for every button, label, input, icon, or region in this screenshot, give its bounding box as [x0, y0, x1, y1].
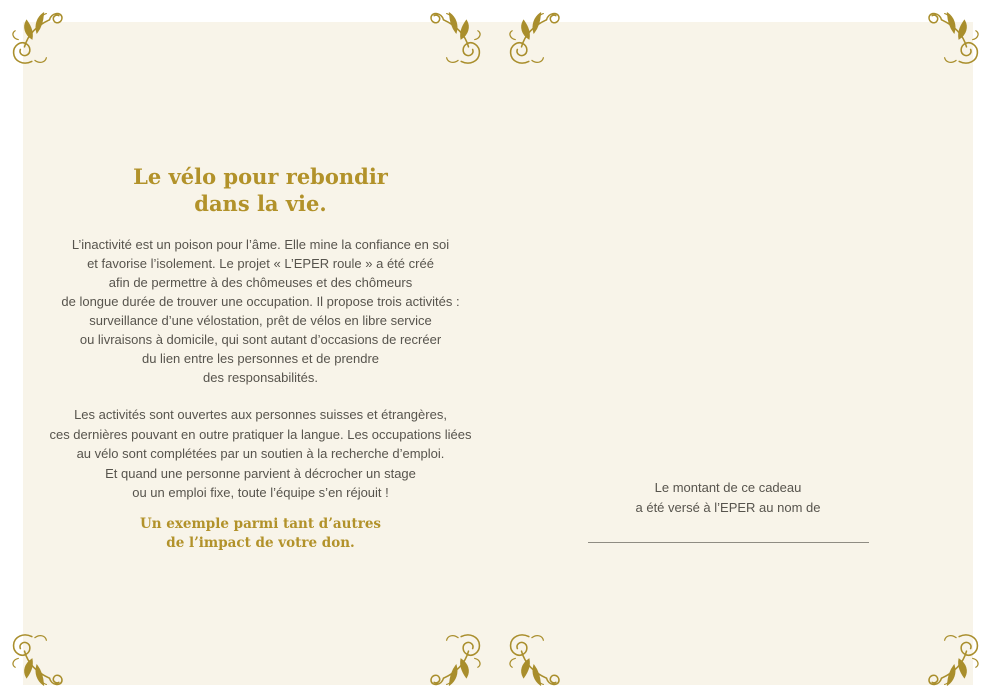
text-line: Et quand une personne parvient à décrocher un stage — [105, 465, 416, 481]
title-line: dans la vie. — [194, 191, 327, 216]
recipient-name-line — [588, 542, 869, 544]
text-line: L’inactivité est un poison pour l’âme. Elle mine la confiance en soi — [71, 237, 450, 252]
left-page — [23, 0, 498, 700]
right-page — [518, 0, 938, 700]
intro-paragraph — [23, 235, 498, 387]
text-line: du lien entre les personnes et de prendre — [141, 351, 380, 366]
caption-line: a été versé à l’EPER au nom de — [635, 500, 821, 515]
gift-amount-caption — [518, 478, 938, 518]
text-line: des responsabilités. — [203, 370, 318, 385]
highlight-line: de l’impact de votre don. — [166, 534, 355, 551]
page-title — [23, 163, 498, 217]
text-line: au vélo sont complétées par un soutien à la recherche d’emploi. — [76, 446, 445, 461]
text-line: afin de permettre à des chômeuses et des chômeurs — [108, 275, 413, 290]
text-line: ou livraisons à domicile, qui sont autant d’occasions de recréer — [79, 332, 442, 347]
text-line: Les activités sont ouvertes aux personnes suisses et étrangères, — [74, 407, 447, 422]
text-line: ces dernières pouvant en outre pratiquer la langue. Les occupations liées — [49, 426, 472, 442]
highlight-line: Un exemple parmi tant d’autres — [139, 516, 382, 532]
highlight-note — [23, 515, 498, 552]
caption-line: Le montant de ce cadeau — [654, 480, 802, 495]
text-line: de longue durée de trouver une occupation. Il propose trois activités : — [61, 294, 460, 309]
title-line: Le vélo pour rebondir — [133, 164, 388, 189]
activities-paragraph — [23, 405, 498, 503]
text-line: ou un emploi fixe, toute l’équipe s’en réjouit ! — [132, 485, 389, 500]
text-line: surveillance d’une vélostation, prêt de vélos en libre service — [89, 313, 432, 328]
text-line: et favorise l’isolement. Le projet « L’EPER roule » a été créé — [87, 256, 434, 271]
